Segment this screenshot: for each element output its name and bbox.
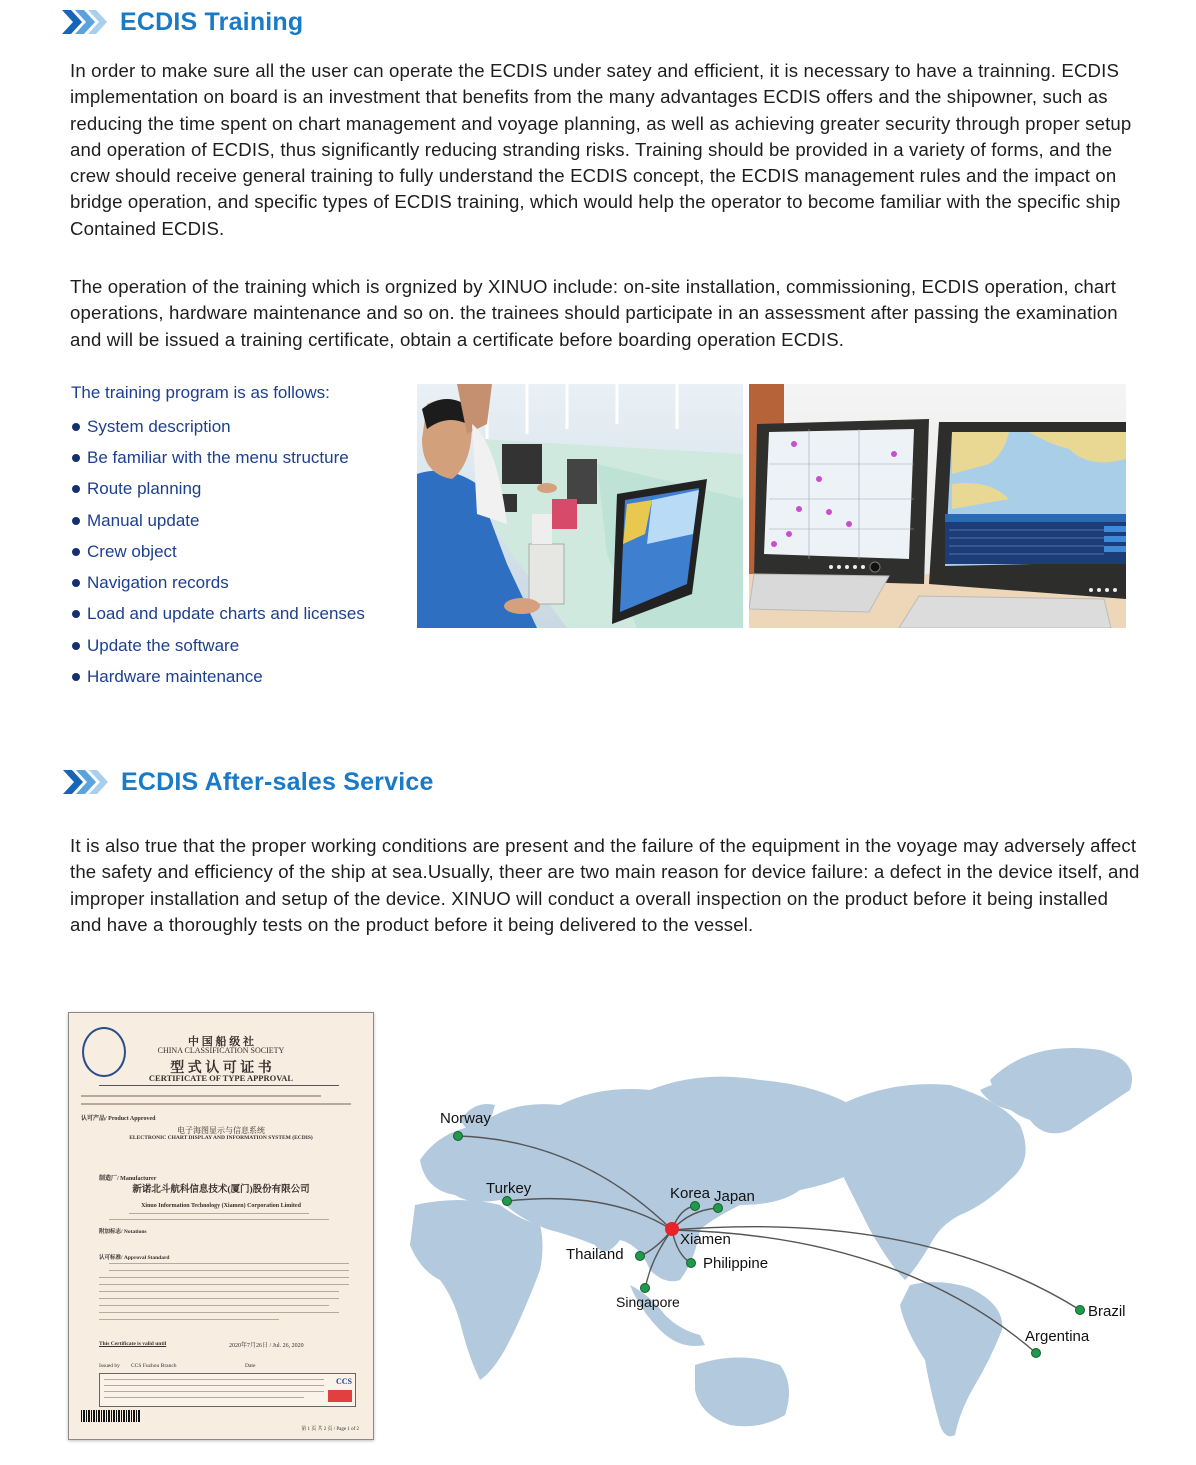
service-title: ECDIS After-sales Service: [121, 767, 434, 796]
bullet-icon: [72, 642, 80, 650]
text-line: [109, 1219, 329, 1220]
argentina-marker: [1032, 1349, 1041, 1358]
map-label-korea: Korea: [670, 1185, 711, 1202]
cert-product-cn: 电子海图显示与信息系统: [177, 1126, 265, 1135]
cert-title-en: CERTIFICATE OF TYPE APPROVAL: [148, 1073, 294, 1083]
text-line: [99, 1305, 329, 1306]
xiamen-hub-marker: [665, 1222, 679, 1236]
training-paragraph-operation: The operation of the training which is orgnized by XINUO include: on-site installation, commissioning, ECDIS operation, chart operations, hardware maintenance and so on. the trainees should participate in an assessment after passing the examination and will be issued a training certificate, obtain a certificate before boarding operation ECDIS.: [70, 276, 1118, 350]
training-title: ECDIS Training: [120, 7, 304, 36]
text-line: [129, 1213, 309, 1214]
cert-standard-label: 认可标准/ Approval Standard: [99, 1255, 170, 1261]
section-heading-training: [60, 7, 303, 37]
map-label-norway: Norway: [440, 1110, 491, 1127]
text-line: [104, 1397, 304, 1398]
map-label-brazil: Brazil: [1088, 1303, 1126, 1320]
philippine-marker: [687, 1259, 696, 1268]
map-label-argentina: Argentina: [1025, 1328, 1090, 1345]
training-paragraph-intro: In order to make sure all the user can operate the ECDIS under satey and efficient, it is necessary to have a trainning. ECDIS implementation on board is an investment that benefits from the many advantages ECDIS offers and the shipowner, such as reducing the time spent on chart management and voyage planning, as well as achieving greater security through proper setup and operation of ECDIS, thus significantly reducing stranding risks. Training should be provided in a variety of forms, and the crew should receive general training to fully understand the ECDIS concept, the ECDIS management rules and the impact on bridge operation, and specific types of ECDIS training, which would help the operator to become familiar with the specific ship Contained ECDIS.: [70, 60, 1132, 239]
bullet-icon: [72, 673, 80, 681]
cert-page: 第 1 页 共 2 页 / Page 1 of 2: [301, 1427, 359, 1432]
text-line: [104, 1391, 324, 1392]
program-list-title: The training program is as follows:: [71, 383, 330, 402]
turkey-marker: [503, 1197, 512, 1206]
cert-society-cn: 中 国 船 级 社: [188, 1036, 254, 1048]
text-line: [104, 1379, 324, 1380]
map-label-xiamen: Xiamen: [680, 1231, 731, 1248]
map-label-turkey: Turkey: [486, 1180, 532, 1197]
divider: [99, 1085, 339, 1086]
triple-chevron-icon: [60, 7, 108, 37]
barcode: [81, 1410, 141, 1422]
text-line: [99, 1284, 349, 1285]
service-paragraph: It is also true that the proper working conditions are present and the failure of the equipment in the voyage may adversely affect the safety and efficiency of the ship at sea.Usually, theer are two main reason for device failure: a defect in the device itself, and improper installation and setup of the device. XINUO will conduct a overall inspection on the product before it being installed and have a thoroughly tests on the product before it being delivered to the vessel.: [70, 835, 1140, 935]
list-item: Navigation records: [72, 567, 365, 598]
cert-manufacturer-label: 制造厂/ Manufacturer: [99, 1176, 157, 1182]
bullet-icon: [72, 579, 80, 587]
cert-manufacturer-cn: 新诺北斗航科信息技术(厦门)股份有限公司: [132, 1185, 310, 1195]
triple-chevron-icon: [61, 767, 109, 797]
list-item: Manual update: [72, 505, 365, 536]
cert-issued-by: CCS Fuzhou Branch: [131, 1363, 177, 1369]
cert-manufacturer-en: Xinuo Information Technology (Xiamen) Corporation Limited: [141, 1203, 301, 1209]
bullet-icon: [72, 423, 80, 431]
bullet-icon: [72, 454, 80, 462]
training-program-list: [72, 411, 365, 693]
cert-valid-date: 2020年7月26日 / Jul. 26, 2020: [229, 1343, 304, 1349]
text-line: [99, 1298, 339, 1299]
text-line: [104, 1385, 324, 1386]
bullet-icon: [72, 548, 80, 556]
text-line: [109, 1270, 349, 1271]
text-line: [99, 1277, 349, 1278]
ecdis-dual-monitor-photo: [749, 384, 1126, 628]
bullet-icon: [72, 517, 80, 525]
bullet-icon: [72, 610, 80, 618]
text-line: [81, 1095, 321, 1097]
list-item: Be familiar with the menu structure: [72, 442, 365, 473]
list-item: Route planning: [72, 474, 365, 505]
cert-valid-label: This Certificate is valid until: [99, 1341, 167, 1347]
cert-society-en: CHINA CLASSIFICATION SOCIETY: [157, 1046, 285, 1055]
cert-product-label: 认可产品/ Product Approved: [81, 1116, 156, 1122]
type-approval-certificate: [68, 1012, 374, 1440]
list-item: Hardware maintenance: [72, 661, 365, 692]
ccs-badge: CCS: [335, 1377, 352, 1386]
list-item: System description: [72, 411, 365, 442]
singapore-marker: [641, 1284, 650, 1293]
list-item: Update the software: [72, 630, 365, 661]
bullet-icon: [72, 485, 80, 493]
section-heading-service: [61, 767, 434, 797]
list-item: Load and update charts and licenses: [72, 599, 365, 630]
text-line: [81, 1103, 351, 1105]
ccs-red-stamp: [328, 1390, 352, 1402]
list-item: Crew object: [72, 536, 365, 567]
cert-notations-label: 附加标志/ Notations: [99, 1229, 147, 1235]
cert-product-en: ELECTRONIC CHART DISPLAY AND INFORMATION SYSTEM (ECDIS): [129, 1135, 313, 1141]
cert-issued-by-label: Issued by: [99, 1363, 120, 1369]
text-line: [109, 1263, 349, 1264]
cert-date-label: Date: [245, 1363, 256, 1369]
brazil-marker: [1076, 1306, 1085, 1315]
text-line: [99, 1291, 339, 1292]
cert-title-cn: 型 式 认 可 证 书: [170, 1061, 272, 1076]
thailand-marker: [636, 1252, 645, 1261]
map-label-philippine: Philippine: [703, 1255, 769, 1272]
map-label-thailand: Thailand: [566, 1246, 624, 1263]
map-label-japan: Japan: [714, 1188, 755, 1205]
cert-terms-box: [99, 1373, 356, 1407]
distribution-world-map: [400, 1030, 1196, 1450]
text-line: [99, 1312, 339, 1313]
korea-marker: [691, 1202, 700, 1211]
bridge-console-training-photo: [417, 384, 743, 628]
text-line: [99, 1319, 279, 1320]
map-label-singapore: Singapore: [616, 1294, 680, 1310]
norway-marker: [454, 1132, 463, 1141]
world-map-graphic: [400, 1030, 1196, 1450]
